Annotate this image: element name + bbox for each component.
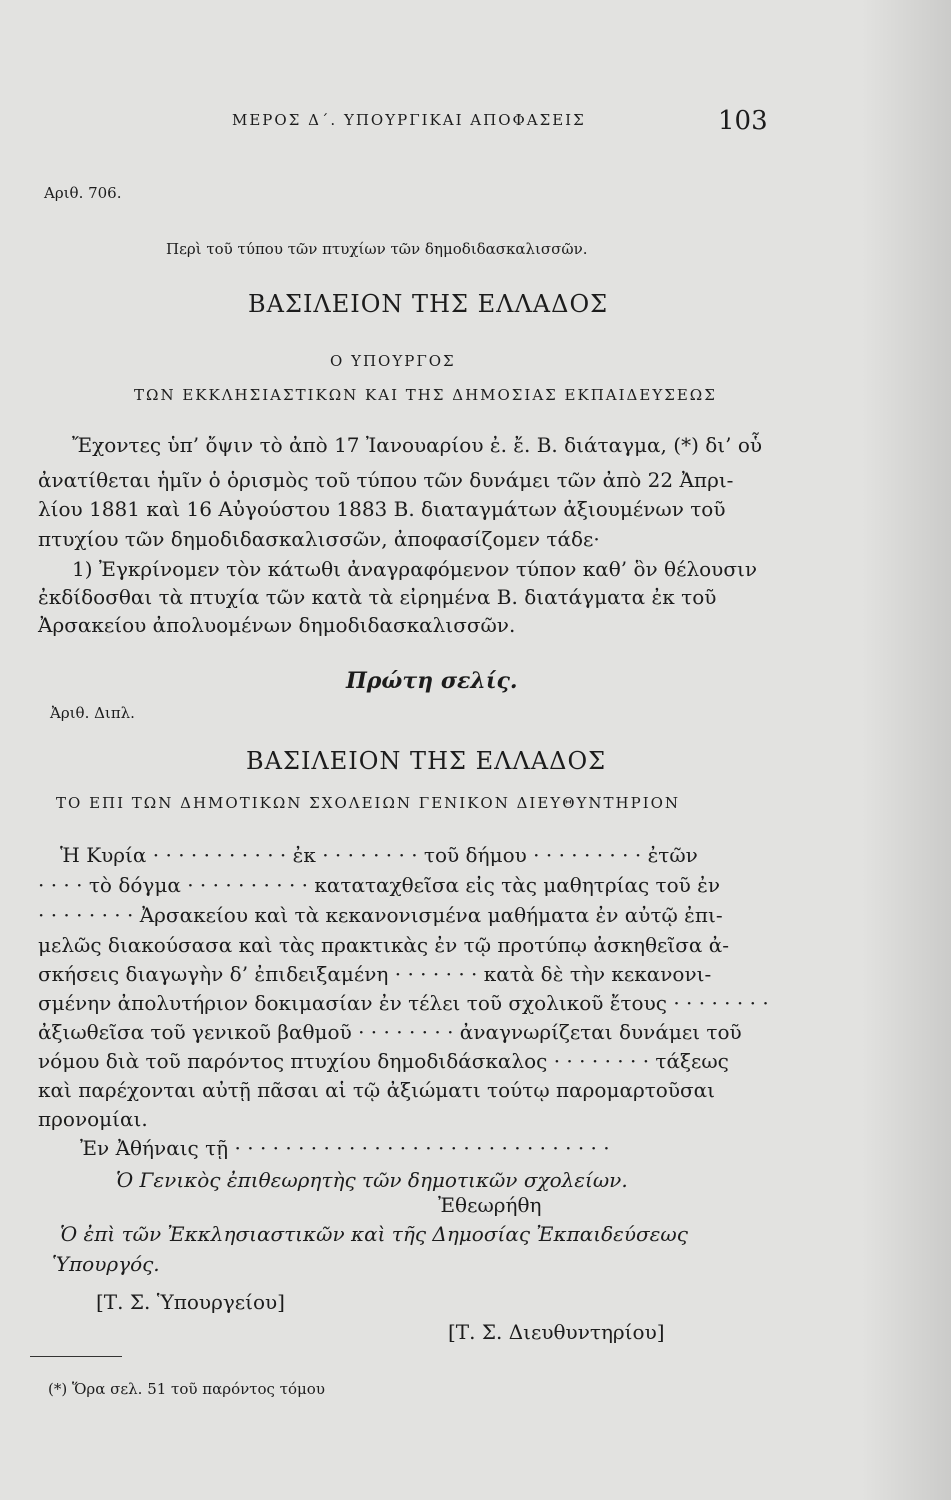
diploma-line: σμένην ἀπολυτήριον δοκιμασίαν ἐν τέλει τοῦ σχολικοῦ ἔτους · · · · · · · · [38,991,769,1015]
seal-ministry: [Τ. Σ. Ὑπουργείου] [96,1290,285,1314]
article-line: Ἀρσακείου ἀπολυομένων δημοδιδασκαλισσῶν. [38,613,516,637]
footnote: (*) Ὅρα σελ. 51 τοῦ παρόντος τόμου [48,1380,325,1398]
place-date-line: Ἐν Ἀθήναις τῇ · · · · · · · · · · · · · · · · · · · · · · · · · · · · · · [80,1136,610,1160]
diploma-line: · · · · τὸ δόγμα · · · · · · · · · · καταταχθεῖσα εἰς τὰς μαθητρίας τοῦ ἐν [38,873,721,897]
diploma-line: προνομίαι. [38,1107,148,1131]
running-title: ΜΕΡΟΣ Δ΄. ΥΠΟΥΡΓΙΚΑΙ ΑΠΟΦΑΣΕΙΣ [232,111,586,129]
decree-number: Αριθ. 706. [44,184,122,202]
diploma-line: μελῶς διακούσασα καὶ τὰς πρακτικὰς ἐν τῷ προτύπῳ ἀσκηθεῖσα ἀ- [38,933,729,957]
diploma-line: νόμου διὰ τοῦ παρόντος πτυχίου δημοδιδάσκαλος · · · · · · · · τάξεως [38,1049,729,1073]
heading-kingdom: ΒΑΣΙΛΕΙΟΝ ΤΗΣ ΕΛΛΑΔΟΣ [248,290,609,318]
seen-label: Ἐθεωρήθη [438,1193,542,1217]
page-edge-shadow [861,0,951,1500]
diploma-heading-kingdom: ΒΑΣΙΛΕΙΟΝ ΤΗΣ ΕΛΛΑΔΟΣ [246,747,607,775]
first-page-title: Πρώτη σελίς. [346,668,518,694]
article-line: 1) Ἐγκρίνομεν τὸν κάτωθι ἀναγραφόμενον τύπον καθ’ ὃν θέλουσιν [72,557,757,581]
diploma-line: Ἡ Κυρία · · · · · · · · · · · ἐκ · · · · · · · · τοῦ δήμου · · · · · · · · · ἐτῶν [60,843,698,867]
signatory-minister-title: Ὑπουργός. [52,1252,160,1276]
seal-directorate: [Τ. Σ. Διευθυντηρίου] [448,1320,665,1344]
heading-ministry: ΤΩΝ ΕΚΚΛΗΣΙΑΣΤΙΚΩΝ ΚΑΙ ΤΗΣ ΔΗΜΟΣΙΑΣ ΕΚΠΑΙΔΕΥΣΕΩΣ [134,386,717,404]
footnote-rule [30,1356,122,1357]
preamble-line: Ἔχοντες ὑπ’ ὄψιν τὸ ἀπὸ 17 Ἰανουαρίου ἐ. ἔ. Β. διάταγμα, (*) δι’ οὗ [72,433,763,457]
diploma-line: σκήσεις διαγωγὴν δ’ ἐπιδειξαμένη · · · · · · · κατὰ δὲ τὴν κεκανονι- [38,962,712,986]
heading-minister: Ο ΥΠΟΥΡΓΟΣ [330,352,456,370]
diploma-number: Ἀριθ. Διπλ. [50,704,135,722]
page-number: 103 [718,106,768,136]
signatory-minister: Ὁ ἐπὶ τῶν Ἐκκλησιαστικῶν καὶ τῆς Δημοσίας Ἐκπαιδεύσεως [60,1222,688,1246]
decree-subject: Περὶ τοῦ τύπου τῶν πτυχίων τῶν δημοδιδασκαλισσῶν. [166,240,588,258]
diploma-line: ἀξιωθεῖσα τοῦ γενικοῦ βαθμοῦ · · · · · · · · ἀναγνωρίζεται δυνάμει τοῦ [38,1020,742,1044]
diploma-line: · · · · · · · · Ἀρσακείου καὶ τὰ κεκανονισμένα μαθήματα ἐν αὐτῷ ἐπι- [38,903,723,927]
diploma-line: καὶ παρέχονται αὐτῇ πᾶσαι αἱ τῷ ἀξιώματι τούτῳ παρομαρτοῦσαι [38,1078,715,1102]
preamble-line: πτυχίου τῶν δημοδιδασκαλισσῶν, ἀποφασίζομεν τάδε· [38,527,600,551]
signatory-inspector: Ὁ Γενικὸς ἐπιθεωρητὴς τῶν δημοτικῶν σχολείων. [116,1168,628,1192]
preamble-line: λίου 1881 καὶ 16 Αὐγούστου 1883 Β. διαταγμάτων ἀξιουμένων τοῦ [38,497,726,521]
preamble-line: ἀνατίθεται ἡμῖν ὁ ὁρισμὸς τοῦ τύπου τῶν δυνάμει τῶν ἀπὸ 22 Ἀπρι- [38,468,734,492]
article-line: ἐκδίδοσθαι τὰ πτυχία τῶν κατὰ τὰ εἰρημένα Β. διατάγματα ἐκ τοῦ [38,585,717,609]
diploma-heading-directorate: ΤΟ ΕΠΙ ΤΩΝ ΔΗΜΟΤΙΚΩΝ ΣΧΟΛΕΙΩΝ ΓΕΝΙΚΟΝ ΔΙΕΥΘΥΝΤΗΡΙΟΝ [56,794,681,812]
